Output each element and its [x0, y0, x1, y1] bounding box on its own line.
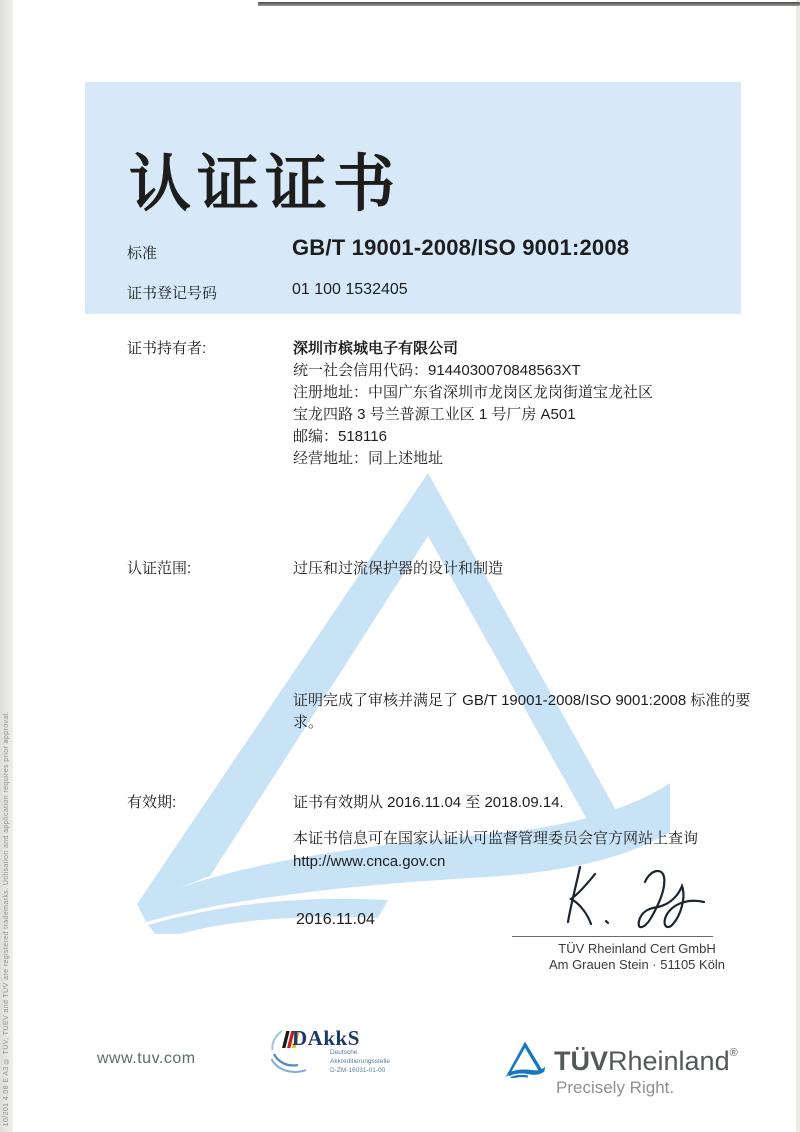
validity-label: 有效期: [127, 794, 177, 811]
validity-value: 证书有效期从 2016.11.04 至 2018.09.14. [293, 794, 564, 811]
scope-label: 认证范围: [127, 560, 192, 577]
cnca-info-line: 本证书信息可在国家认证认可监督管理委员会官方网站上查询 [293, 830, 699, 847]
tuv-tagline: Precisely Right. [556, 1078, 675, 1097]
cnca-url: http://www.cnca.gov.cn [293, 853, 446, 870]
tuv-triangle-icon [504, 1040, 546, 1078]
standard-label: 标准 [127, 245, 158, 262]
audit-statement: 证明完成了审核并满足了 GB/T 19001-2008/ISO 9001:2008 标准的要求。 [293, 692, 751, 731]
holder-label: 证书持有者: [127, 340, 207, 357]
holder-credit-code: 统一社会信用代码：9144030070848563XT [293, 362, 581, 379]
holder-business-address: 经营地址：同上述地址 [293, 450, 444, 467]
scan-edge-top [258, 2, 800, 6]
tuv-brand-regular: Rheinland [608, 1046, 730, 1076]
certificate-title: 认证证书 [129, 150, 402, 219]
signer-block [512, 941, 762, 973]
scope-value: 过压和过流保护器的设计和制造 [293, 560, 504, 577]
tuv-rheinland-logo [504, 1040, 794, 1102]
dakks-registration-number: D-ZM-16031-01-00 [330, 1067, 386, 1074]
dakks-sub-line2: Akkreditierungsstelle [330, 1058, 390, 1065]
holder-registered-address-1: 注册地址：中国广东省深圳市龙岗区龙岗街道宝龙社区 [293, 384, 654, 401]
holder-details [293, 338, 653, 470]
holder-company-name: 深圳市槟城电子有限公司 [293, 340, 459, 357]
registration-number-value: 01 100 1532405 [292, 281, 408, 298]
standard-value: GB/T 19001-2008/ISO 9001:2008 [292, 235, 630, 260]
signature-line [512, 936, 713, 937]
spine-note: 10/201 4.08 E A3 ® TÜV, TUEV and TUV are registered trademarks. Utilisation and application requires prior approval. [3, 710, 10, 1126]
holder-registered-address-2: 宝龙四路 3 号兰普源工业区 1 号厂房 A501 [293, 406, 576, 423]
dakks-logo [270, 1026, 430, 1076]
signer-organization: TÜV Rheinland Cert GmbH [558, 941, 716, 956]
holder-postcode: 邮编：518116 [293, 428, 387, 445]
scan-edge-right [796, 0, 800, 1132]
signer-address: Am Grauen Stein · 51105 Köln [548, 957, 726, 972]
header-block [85, 82, 741, 314]
tuv-brand-text [554, 1046, 738, 1077]
dakks-sub-line1: Deutsche [330, 1049, 358, 1056]
dakks-name: DAkkS [292, 1026, 360, 1050]
tuv-website: www.tuv.com [97, 1050, 196, 1067]
registered-trademark-symbol: ® [729, 1047, 738, 1059]
registration-number-label: 证书登记号码 [127, 285, 218, 302]
tuv-brand-bold: TÜV [554, 1046, 608, 1076]
signature [552, 858, 712, 936]
issue-date: 2016.11.04 [296, 911, 375, 928]
dakks-subtext [330, 1048, 420, 1075]
